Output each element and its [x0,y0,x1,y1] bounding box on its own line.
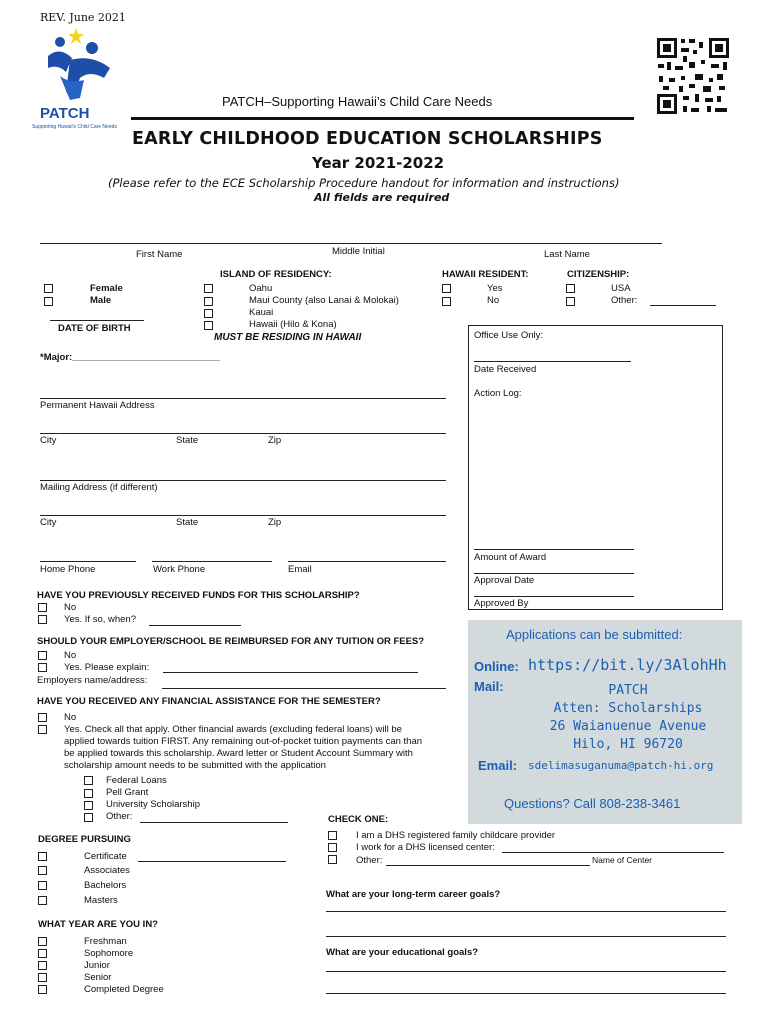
aid-university-checkbox[interactable] [84,801,93,810]
female-label: Female [90,283,123,294]
check-one-option: I work for a DHS licensed center: [356,842,495,853]
action-log-label: Action Log: [474,388,522,399]
degree-option: Bachelors [84,880,127,891]
year-option: Sophomore [84,948,134,959]
previous-funds-heading: HAVE YOU PREVIOUSLY RECEIVED FUNDS FOR THIS SCHOLARSHIP? [37,590,360,601]
office-use-heading: Office Use Only: [474,330,543,341]
home-phone-line[interactable] [40,561,136,562]
resident-heading: HAWAII RESIDENT: [442,269,529,280]
aid-federal-loans-checkbox[interactable] [84,776,93,785]
header-tagline: PATCH–Supporting Hawaii’s Child Care Needs [222,94,493,109]
mailing-address-line[interactable] [40,480,446,481]
email-contact-label: Email: [478,758,518,773]
qr-code[interactable] [655,36,731,116]
aid-option: University Scholarship [106,799,200,810]
degree-bachelors-checkbox[interactable] [38,881,47,890]
employer-no-label: No [64,650,77,661]
island-hawaii-checkbox[interactable] [204,321,213,330]
citizenship-other-checkbox[interactable] [566,297,575,306]
approved-by-label: Approved By [474,598,529,609]
office-use-box [468,325,723,610]
aid-yes-text: Yes. Check all that apply. Other financial awards (excluding federal loans) will be [64,724,402,735]
employer-yes-label: Yes. Please explain: [64,662,150,673]
island-heading: ISLAND OF RESIDENCY: [220,269,332,280]
city-label: City [40,435,57,446]
career-goals-line[interactable] [326,936,726,937]
submission-heading: Applications can be submitted: [506,627,683,642]
name-line[interactable] [40,243,662,244]
zip-label: Zip [268,435,282,446]
logo-wordmark: PATCH [40,105,90,122]
mailing-zip-label: Zip [268,517,282,528]
major-field[interactable]: *Major:____________________________ [40,352,221,363]
resident-no-checkbox[interactable] [442,297,451,306]
aid-other-line[interactable] [140,822,288,823]
year-freshman-checkbox[interactable] [38,937,47,946]
qr-code-icon [655,36,731,116]
aid-other-checkbox[interactable] [84,813,93,822]
degree-option: Certificate [84,851,127,862]
year-sophomore-checkbox[interactable] [38,949,47,958]
previous-when-line[interactable] [149,625,241,626]
email-line[interactable] [288,561,446,562]
center-name-label: Name of Center [592,855,652,865]
employer-no-checkbox[interactable] [38,651,47,660]
required-note: All fields are required [314,191,450,204]
degree-heading: DEGREE PURSUING [38,834,131,845]
aid-heading: HAVE YOU RECEIVED ANY FINANCIAL ASSISTANCE FOR THE SEMESTER? [37,696,381,707]
aid-option: Federal Loans [106,775,167,786]
island-option: Hawaii (Hilo & Kona) [249,319,337,330]
state-label: State [176,435,199,446]
previous-no-label: No [64,602,77,613]
work-phone-label: Work Phone [153,564,206,575]
employer-yes-checkbox[interactable] [38,663,47,672]
approval-date-line[interactable] [474,573,634,574]
aid-yes-text: applied towards tuition FIRST. Any remaining out-of-pocket tuition payments can than [64,736,423,747]
check-one-option: I am a DHS registered family childcare provider [356,830,556,841]
check-one-option: Other: [356,855,383,866]
employer-name-label: Employers name/address: [37,675,148,686]
citizenship-usa-label: USA [611,283,631,294]
certificate-line[interactable] [138,861,286,862]
education-goals-label: What are your educational goals? [326,947,479,958]
employer-heading: SHOULD YOUR EMPLOYER/SCHOOL BE REIMBURSED FOR ANY TUITION OR FEES? [37,636,425,647]
mailing-state-label: State [176,517,199,528]
degree-certificate-checkbox[interactable] [38,852,47,861]
dhs-center-checkbox[interactable] [328,843,337,852]
resident-no-label: No [487,295,500,306]
amount-label: Amount of Award [474,552,547,563]
year-completed-checkbox[interactable] [38,985,47,994]
citizenship-heading: CITIZENSHIP: [567,269,630,280]
mail-line: Hilo, HI 96720 [573,737,683,752]
citizenship-other-label: Other: [611,295,638,306]
home-phone-label: Home Phone [40,564,96,575]
island-kauai-checkbox[interactable] [204,309,213,318]
center-name-line[interactable] [502,852,724,853]
year-option: Junior [84,960,110,971]
previous-yes-label: Yes. If so, when? [64,614,137,625]
male-checkbox[interactable] [44,297,53,306]
check-other-line[interactable] [386,865,590,866]
amount-line[interactable] [474,549,634,550]
email-link[interactable]: sdelimasuganuma@patch-hi.org [528,759,714,772]
online-url-link[interactable]: https://bit.ly/3AlohHh [528,656,727,674]
island-option: Oahu [249,283,273,294]
degree-option: Masters [84,895,118,906]
check-other-checkbox[interactable] [328,855,337,864]
aid-option: Other: [106,811,133,822]
mail-line: 26 Waianuenue Avenue [549,719,707,734]
aid-yes-checkbox[interactable] [38,725,47,734]
instructions-text: (Please refer to the ECE Scholarship Procedure handout for information and instructions) [108,176,620,190]
date-received-label: Date Received [474,364,537,375]
year-option: Completed Degree [84,984,164,995]
resident-yes-checkbox[interactable] [442,284,451,293]
revision-date: REV. June 2021 [40,11,126,24]
degree-associates-checkbox[interactable] [38,866,47,875]
male-label: Male [90,295,112,306]
dob-label: DATE OF BIRTH [58,323,131,334]
career-goals-label: What are your long-term career goals? [326,889,501,900]
check-one-heading: CHECK ONE: [328,814,389,825]
year-junior-checkbox[interactable] [38,961,47,970]
date-received-line[interactable] [474,361,631,362]
island-maui-checkbox[interactable] [204,297,213,306]
last-name-label: Last Name [544,249,590,260]
city-line[interactable] [40,433,446,434]
page-title: EARLY CHILDHOOD EDUCATION SCHOLARSHIPS [132,129,603,149]
education-goals-line[interactable] [326,993,726,994]
previous-yes-checkbox[interactable] [38,615,47,624]
citizenship-usa-checkbox[interactable] [566,284,575,293]
previous-no-checkbox[interactable] [38,603,47,612]
mailing-address-label: Mailing Address (if different) [40,482,158,493]
dob-line[interactable] [50,320,144,321]
mailing-city-label: City [40,517,57,528]
questions-phone: Questions? Call 808-238-3461 [504,796,681,811]
dhs-provider-checkbox[interactable] [328,831,337,840]
header-rule [131,117,634,120]
island-oahu-checkbox[interactable] [204,284,213,293]
degree-option: Associates [84,865,130,876]
female-checkbox[interactable] [44,284,53,293]
logo-tagline: Supporting Hawaii's Child Care Needs [32,124,117,130]
education-goals-line[interactable] [326,971,726,972]
permanent-address-label: Permanent Hawaii Address [40,400,155,411]
mail-line: Atten: Scholarships [553,701,703,716]
middle-initial-label: Middle Initial [332,246,385,257]
aid-no-checkbox[interactable] [38,713,47,722]
year-in-heading: WHAT YEAR ARE YOU IN? [38,919,158,930]
career-goals-line[interactable] [326,911,726,912]
year-senior-checkbox[interactable] [38,973,47,982]
employer-name-line[interactable] [162,688,446,689]
first-name-label: First Name [136,249,183,260]
work-phone-line[interactable] [152,561,272,562]
mail-line: PATCH [608,683,648,698]
citizenship-other-line[interactable] [650,305,716,306]
employer-explain-line[interactable] [163,672,418,673]
aid-no-label: No [64,712,77,723]
year-title: Year 2021-2022 [312,154,445,172]
online-label: Online: [474,659,519,674]
approval-date-label: Approval Date [474,575,535,586]
degree-masters-checkbox[interactable] [38,896,47,905]
permanent-address-line[interactable] [40,398,446,399]
resident-yes-label: Yes [487,283,503,294]
submission-panel [468,620,742,824]
aid-yes-text: be applied towards this scholarship. Award letter or Student Account Summary with [64,748,413,759]
aid-yes-text: scholarship amount needs to be submitted with the application [64,760,326,771]
mail-label: Mail: [474,679,504,694]
aid-pell-grant-checkbox[interactable] [84,789,93,798]
mailing-city-line[interactable] [40,515,446,516]
patch-logo [30,28,130,134]
year-option: Freshman [84,936,127,947]
email-label: Email [288,564,312,575]
island-option: Kauai [249,307,274,318]
residency-note: MUST BE RESIDING IN HAWAII [214,332,362,343]
year-option: Senior [84,972,112,983]
island-option: Maui County (also Lanai & Molokai) [249,295,399,306]
aid-option: Pell Grant [106,787,149,798]
mail-address [528,682,728,754]
approved-by-line[interactable] [474,596,634,597]
